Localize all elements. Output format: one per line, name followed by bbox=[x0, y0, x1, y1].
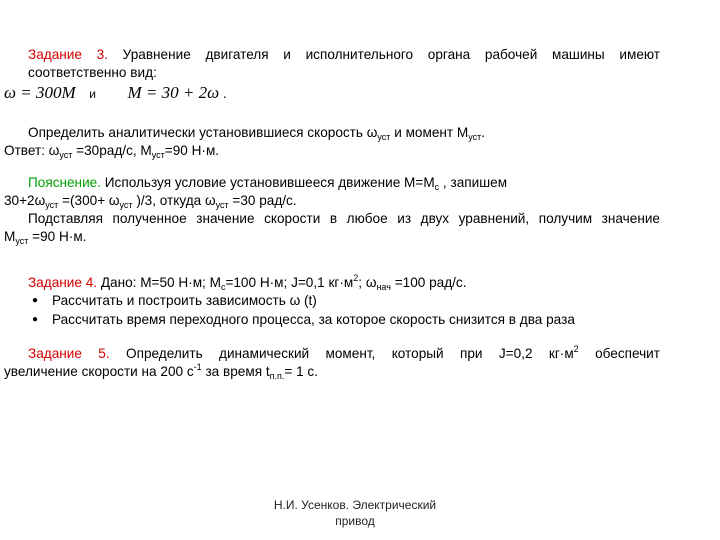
footer bbox=[250, 497, 460, 529]
formula-machine: M = 30 + 2ω bbox=[127, 83, 220, 102]
task3-question: Определить аналитически установившиеся скорость $\omega_{уст}$ и момент $M_{уст}$. bbox=[28, 125, 486, 142]
task3-intro-line1 bbox=[28, 46, 660, 64]
task3-answer: Ответ: $\omega_{уст} =30рад/с$, $M_{уст}=90$ Н·м. bbox=[4, 143, 220, 160]
task5-line2: увеличение скорости на 200 $с^{-1}$ за время $t_{п.п.}= 1$ с. bbox=[4, 362, 319, 381]
task3-intro-a: Уравнение двигателя и исполнительного органа рабочей машины имеют bbox=[122, 47, 660, 62]
task5-line1: Задание 5. Определить динамический момент, который при J=0,2 $кг\cdot м^2$ обеспечит bbox=[28, 344, 660, 361]
formula-and: и bbox=[89, 87, 96, 101]
task4-bullet1: Рассчитать и построить зависимость ω (t) bbox=[52, 293, 317, 308]
formula-motor: ω = 300M bbox=[4, 83, 76, 102]
task3-formulas bbox=[4, 84, 660, 103]
explanation-line2: $30+2\omega_{уст} =(300+ \omega_{уст}$ )/3, откуда $\omega_{уст} =30$ рад/с. bbox=[4, 193, 297, 210]
task4-given: Задание 4. Дано: M=50 Н·м; $M_c=100$ Н·м; J=0,1 $кг\cdot м^2$; $\omega_{нач} =100$ рад/с. bbox=[28, 273, 467, 292]
bullet-dot: ● bbox=[32, 314, 39, 325]
task3-label: Задание 3. bbox=[28, 47, 108, 62]
explanation-line3: Подставляя полученное значение скорости в любое из двух уравнений, получим значение bbox=[28, 211, 660, 226]
bullet-dot: ● bbox=[32, 295, 39, 306]
task3-intro-b: соответственно вид: bbox=[28, 65, 157, 80]
footer-title: привод bbox=[335, 514, 375, 528]
task4-label: Задание 4. bbox=[28, 275, 98, 290]
footer-author: Н.И. Усенков. Электрический bbox=[273, 498, 437, 512]
explanation-line1: Пояснение. Используя условие установившееся движение $M=M_c$ , запишем bbox=[28, 175, 508, 192]
formula-period: . bbox=[222, 86, 227, 101]
task5-label: Задание 5. bbox=[28, 346, 110, 361]
task4-bullet2: Рассчитать время переходного процесса, за которое скорость снизится в два раза bbox=[52, 312, 575, 327]
explanation-line4: $M_{уст} =90$ Н·м. bbox=[4, 229, 87, 246]
explanation-label: Пояснение. bbox=[28, 175, 101, 190]
task3-intro-line2 bbox=[28, 64, 660, 82]
